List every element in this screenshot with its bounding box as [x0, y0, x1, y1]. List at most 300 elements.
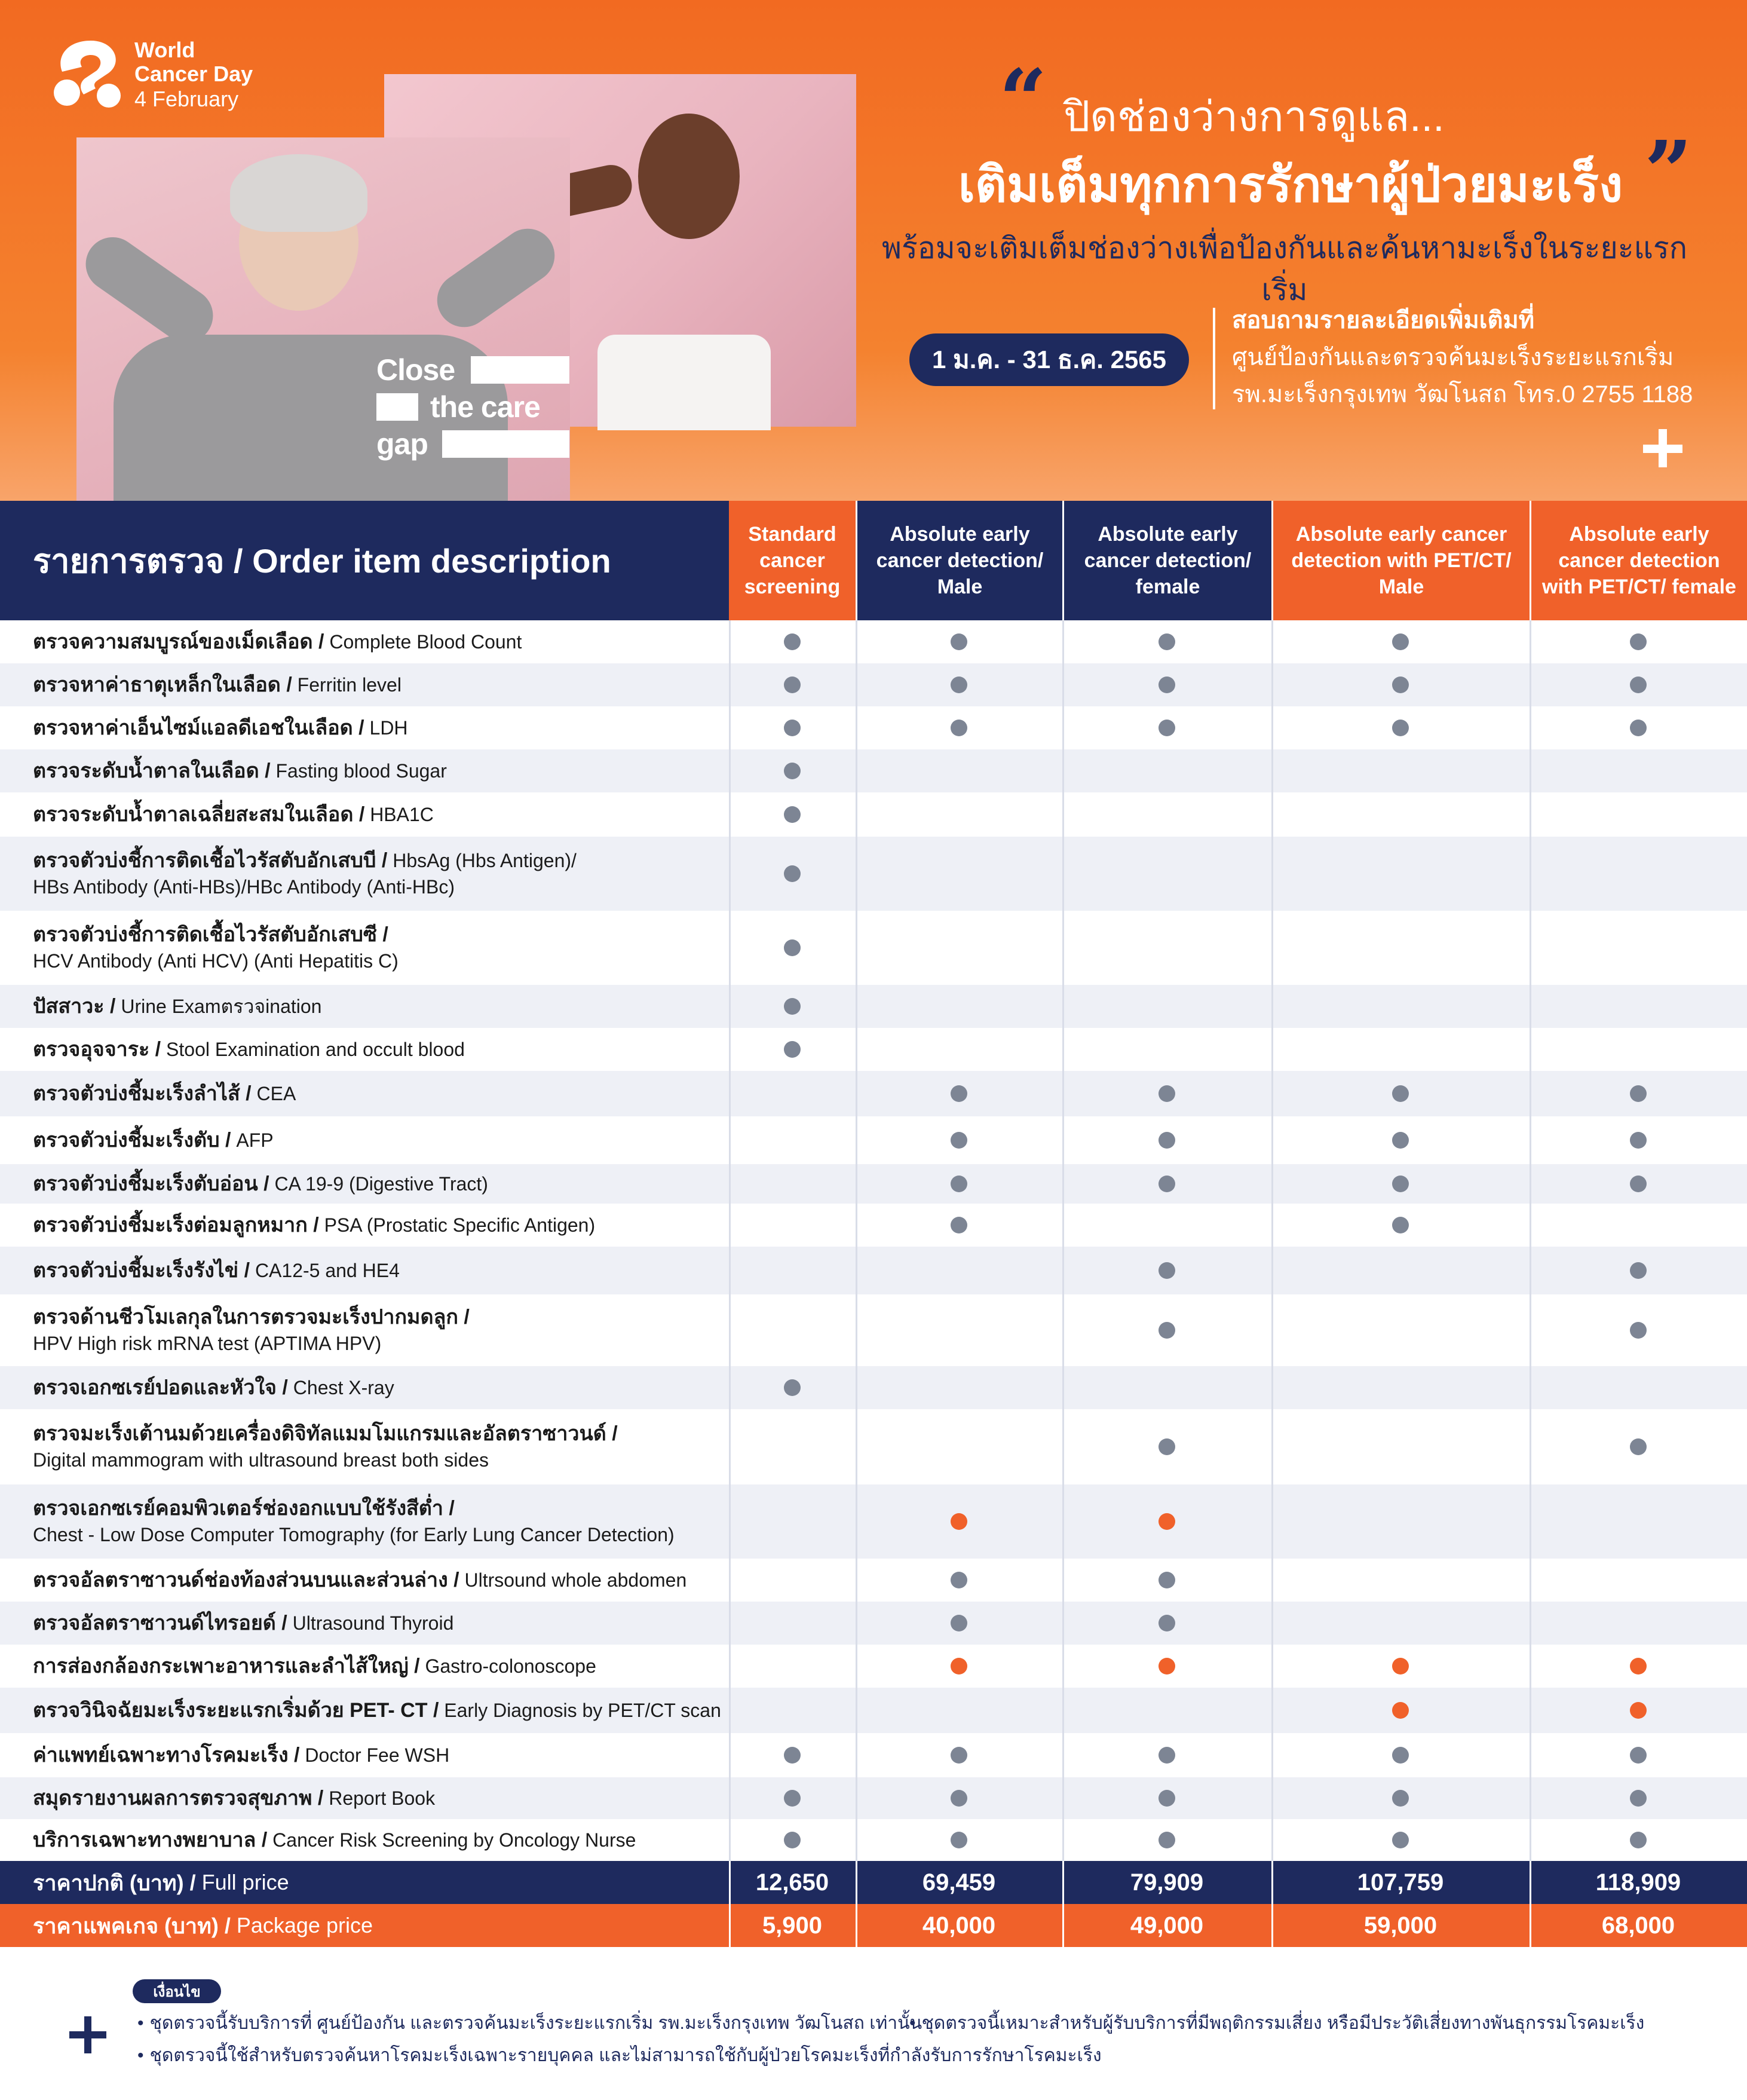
package-cell — [1062, 1366, 1271, 1409]
package-cell — [1530, 1602, 1747, 1645]
package-cell — [1530, 1819, 1747, 1861]
row-label — [33, 663, 401, 706]
package-price-value-3: 49,000 — [1130, 1912, 1204, 1939]
package-cell — [856, 1777, 1062, 1819]
package-cell — [856, 1164, 1062, 1204]
contact-center: ศูนย์ป้องกันและตรวจค้นมะเร็งระยะแรกเริ่ม — [1232, 344, 1674, 371]
included-dot-icon — [1158, 1747, 1175, 1764]
package-cell — [1271, 749, 1530, 792]
row-label — [33, 1071, 296, 1116]
row-label-thai: ค่าแพทย์เฉพาะทางโรคมะเร็ง / — [33, 1744, 300, 1767]
package-cell — [1530, 1645, 1747, 1688]
included-dot-icon — [1392, 1217, 1409, 1233]
table-row — [0, 1602, 1747, 1645]
row-label-english: Gastro-colonoscope — [419, 1655, 596, 1677]
included-dot-icon — [1158, 633, 1175, 650]
included-dot-icon — [1630, 1832, 1647, 1848]
package-cell — [1530, 749, 1747, 792]
package-cell — [729, 1247, 856, 1294]
package-cell — [1271, 1071, 1530, 1116]
table-row — [0, 706, 1747, 749]
package-cell — [856, 1204, 1062, 1247]
full-price-value-3: 79,909 — [1130, 1869, 1204, 1896]
table-row — [0, 1071, 1747, 1116]
package-cell — [1530, 792, 1747, 837]
included-dot-icon — [1392, 1832, 1409, 1848]
package-cell — [729, 1777, 856, 1819]
table-header — [0, 501, 1747, 620]
package-cell — [729, 1559, 856, 1602]
conditions-badge: เงื่อนไข — [133, 1979, 221, 2003]
slogan-line-2: the care — [430, 390, 540, 424]
row-label-english: Ultrasound Thyroid — [287, 1612, 454, 1634]
package-cell — [1530, 1688, 1747, 1733]
package-cell — [1062, 1733, 1271, 1777]
included-dot-icon — [1630, 720, 1647, 736]
included-highlight-dot-icon — [951, 1658, 967, 1675]
package-cell — [1530, 1484, 1747, 1559]
logo-line-2: Cancer Day — [134, 62, 253, 86]
row-label-thai: ตรวจเอกซเรย์ปอดและหัวใจ / — [33, 1376, 288, 1399]
package-cell — [1530, 706, 1747, 749]
package-cell — [856, 1071, 1062, 1116]
included-dot-icon — [1630, 1790, 1647, 1807]
included-dot-icon — [1392, 633, 1409, 650]
package-cell — [1062, 1777, 1271, 1819]
plus-icon — [1638, 424, 1686, 472]
row-label-english: Ultrsound whole abdomen — [459, 1569, 687, 1591]
included-dot-icon — [1158, 1790, 1175, 1807]
slogan-line-1: Close — [376, 353, 455, 387]
row-label-english-line2: HCV Antibody (Anti HCV) (Anti Hepatitis C) — [33, 950, 399, 972]
included-dot-icon — [1630, 676, 1647, 693]
included-dot-icon — [784, 763, 801, 779]
package-cell — [1271, 792, 1530, 837]
package-cell — [729, 1204, 856, 1247]
package-price-label — [33, 1904, 373, 1947]
package-cell — [729, 1688, 856, 1733]
condition-note-1: • ชุดตรวจนี้รับบริการที่ ศูนย์ป้องกัน และตรวจค้นมะเร็งระยะแรกเริ่ม รพ.มะเร็งกรุงเทพ วัฒโนสถ เท่านั้น — [137, 2012, 922, 2035]
package-cell — [1271, 1733, 1530, 1777]
package-cell — [1271, 1116, 1530, 1164]
package-cell — [729, 1164, 856, 1204]
package-comparison-table — [0, 501, 1747, 1947]
package-cell — [1530, 1733, 1747, 1777]
slogan-bar — [471, 356, 569, 384]
package-cell — [1530, 663, 1747, 706]
included-dot-icon — [1158, 1572, 1175, 1588]
logo-line-1: World — [134, 38, 195, 62]
photo-woman-head — [638, 114, 740, 239]
included-dot-icon — [784, 633, 801, 650]
included-dot-icon — [784, 720, 801, 736]
included-dot-icon — [1158, 1438, 1175, 1455]
package-cell — [729, 1602, 856, 1645]
included-dot-icon — [1158, 1322, 1175, 1339]
row-label-english: Report Book — [323, 1787, 436, 1809]
package-header-3: Absolute early cancer detection/ female — [1062, 501, 1271, 620]
package-cell — [729, 663, 856, 706]
package-cell — [729, 1733, 856, 1777]
row-label-thai: ตรวจระดับน้ำตาลเฉลี่ยสะสมในเลือด / — [33, 803, 365, 826]
row-label-thai: ตรวจตัวบ่งชี้มะเร็งรังไข่ / — [33, 1259, 250, 1282]
included-dot-icon — [1392, 1790, 1409, 1807]
row-label — [33, 706, 408, 749]
package-cell — [1271, 1559, 1530, 1602]
package-cell — [1062, 1116, 1271, 1164]
package-cell — [1530, 1116, 1747, 1164]
package-cell — [1271, 911, 1530, 985]
full-price-row — [0, 1861, 1747, 1904]
full-price-label-en: Full price — [201, 1870, 289, 1894]
package-cell — [729, 1484, 856, 1559]
row-label — [33, 1688, 721, 1733]
package-cell — [1530, 837, 1747, 911]
package-cell — [1271, 1602, 1530, 1645]
row-label-thai: ตรวจตัวบ่งชี้มะเร็งตับอ่อน / — [33, 1173, 269, 1195]
included-dot-icon — [1392, 676, 1409, 693]
included-dot-icon — [1630, 1132, 1647, 1149]
package-cell — [729, 1071, 856, 1116]
included-dot-icon — [1158, 720, 1175, 736]
included-dot-icon — [1630, 1438, 1647, 1455]
package-cell — [1530, 1071, 1747, 1116]
full-price-value-4: 107,759 — [1357, 1869, 1444, 1896]
table-row — [0, 1164, 1747, 1204]
package-price-value-1: 5,900 — [762, 1912, 823, 1939]
package-cell — [1530, 1247, 1747, 1294]
package-cell — [1062, 1645, 1271, 1688]
contact-divider — [1213, 308, 1215, 409]
table-row — [0, 1688, 1747, 1733]
plus-icon — [67, 2014, 109, 2056]
table-row — [0, 1819, 1747, 1861]
package-price-value-5: 68,000 — [1601, 1912, 1675, 1939]
package-header-4: Absolute early cancer detection with PET/CT/ Male — [1271, 501, 1530, 620]
package-cell — [1062, 1204, 1271, 1247]
included-highlight-dot-icon — [951, 1513, 967, 1530]
package-cell — [1062, 620, 1271, 663]
included-dot-icon — [951, 1790, 967, 1807]
package-cell — [856, 792, 1062, 837]
row-label-english: CEA — [251, 1083, 296, 1104]
package-cell — [729, 1819, 856, 1861]
included-highlight-dot-icon — [1630, 1658, 1647, 1675]
included-dot-icon — [951, 1747, 967, 1764]
row-label-thai: ตรวจมะเร็งเต้านมด้วยเครื่องดิจิทัลแมมโมแกรมและอัลตราซาวนด์ / — [33, 1422, 618, 1445]
package-cell — [1062, 911, 1271, 985]
package-cell — [856, 749, 1062, 792]
row-label-thai: ตรวจระดับน้ำตาลในเลือด / — [33, 760, 271, 782]
included-dot-icon — [1630, 633, 1647, 650]
included-dot-icon — [1158, 1132, 1175, 1149]
package-cell — [1530, 911, 1747, 985]
included-dot-icon — [1158, 676, 1175, 693]
table-row — [0, 1484, 1747, 1559]
table-row — [0, 911, 1747, 985]
headline-line-1: ปิดช่องว่างการดูแล... — [1063, 93, 1445, 140]
package-cell — [1530, 1294, 1747, 1366]
package-header-5: Absolute early cancer detection with PET/CT/ female — [1530, 501, 1747, 620]
package-cell — [1271, 837, 1530, 911]
row-label-english: Stool Examination and occult blood — [161, 1039, 465, 1060]
row-label-english: Early Diagnosis by PET/CT scan — [439, 1700, 721, 1721]
package-cell — [1271, 1777, 1530, 1819]
table-row — [0, 1204, 1747, 1247]
included-dot-icon — [1630, 1322, 1647, 1339]
row-label — [33, 1247, 400, 1294]
table-row — [0, 985, 1747, 1028]
package-price-value-2: 40,000 — [922, 1912, 996, 1939]
package-cell — [1530, 1204, 1747, 1247]
package-cell — [1271, 1409, 1530, 1484]
row-label-thai: ตรวจวินิจฉัยมะเร็งระยะแรกเริ่มด้วย PET- CT / — [33, 1699, 439, 1722]
package-cell — [1062, 1559, 1271, 1602]
included-dot-icon — [951, 1132, 967, 1149]
table-row — [0, 1247, 1747, 1294]
package-cell — [1271, 1366, 1530, 1409]
included-dot-icon — [1392, 1085, 1409, 1102]
headline-subtitle: พร้อมจะเติมเต็มช่องว่างเพื่อป้องกันและค้นหามะเร็งในระยะแรกเริ่ม — [881, 231, 1688, 307]
row-label — [33, 1602, 453, 1645]
package-cell — [1062, 749, 1271, 792]
row-label-english-line2: HBs Antibody (Anti-HBs)/HBc Antibody (Anti-HBc) — [33, 876, 455, 898]
row-label — [33, 1645, 596, 1688]
row-label-thai: การส่องกล้องกระเพาะอาหารและลำไส้ใหญ่ / — [33, 1655, 420, 1677]
included-dot-icon — [784, 1747, 801, 1764]
package-cell — [729, 620, 856, 663]
table-row — [0, 663, 1747, 706]
row-label-english: PSA (Prostatic Specific Antigen) — [318, 1214, 596, 1236]
row-label — [33, 1116, 274, 1164]
included-dot-icon — [951, 1085, 967, 1102]
row-label-english-line2: Digital mammogram with ultrasound breast both sides — [33, 1449, 489, 1471]
table-row — [0, 1777, 1747, 1819]
package-cell — [729, 749, 856, 792]
package-cell — [1271, 1294, 1530, 1366]
row-label — [33, 1366, 394, 1409]
package-cell — [1271, 1204, 1530, 1247]
package-cell — [1062, 837, 1271, 911]
package-cell — [1062, 1819, 1271, 1861]
package-cell — [1062, 706, 1271, 749]
included-dot-icon — [784, 865, 801, 882]
row-label — [33, 1484, 675, 1559]
table-row — [0, 1028, 1747, 1071]
row-label-english: HbsAg (Hbs Antigen)/ — [387, 850, 577, 871]
row-label-english-line2: Chest - Low Dose Computer Tomography (for Early Lung Cancer Detection) — [33, 1524, 675, 1545]
row-label — [33, 1819, 636, 1861]
included-dot-icon — [784, 806, 801, 823]
package-cell — [856, 1645, 1062, 1688]
row-label-thai: ตรวจอัลตราซาวนด์ไทรอยด์ / — [33, 1612, 287, 1634]
row-label — [33, 911, 399, 985]
headline-line-2: เติมเต็มทุกการรักษาผู้ป่วยมะเร็ง — [958, 158, 1623, 212]
package-cell — [1271, 620, 1530, 663]
included-dot-icon — [951, 676, 967, 693]
included-dot-icon — [1392, 1132, 1409, 1149]
package-cell — [1062, 1294, 1271, 1366]
row-label-english: Urine Examตรวจination — [115, 996, 322, 1017]
table-row — [0, 1366, 1747, 1409]
row-label-english-line2: HPV High risk mRNA test (APTIMA HPV) — [33, 1333, 382, 1354]
package-cell — [856, 985, 1062, 1028]
table-row — [0, 1733, 1747, 1777]
row-label — [33, 1777, 435, 1819]
description-header: รายการตรวจ / Order item description — [33, 541, 611, 580]
table-row — [0, 1409, 1747, 1484]
included-dot-icon — [1392, 720, 1409, 736]
package-cell — [1530, 1409, 1747, 1484]
package-cell — [1062, 1484, 1271, 1559]
package-cell — [1062, 1688, 1271, 1733]
row-label-thai: ตรวจเอกซเรย์คอมพิวเตอร์ช่องอกแบบใช้รังสีต่ำ / — [33, 1497, 455, 1520]
package-cell — [1530, 1559, 1747, 1602]
row-label — [33, 792, 434, 837]
row-label-thai: ตรวจด้านชีวโมเลกุลในการตรวจมะเร็งปากมดลูก / — [33, 1306, 470, 1328]
row-label — [33, 837, 577, 911]
package-cell — [729, 1645, 856, 1688]
package-header-1: Standard cancer screening — [729, 501, 856, 620]
package-cell — [729, 1409, 856, 1484]
row-label-english: Chest X-ray — [287, 1377, 394, 1398]
package-price-label-en: Package price — [236, 1913, 373, 1937]
slogan-bar — [442, 430, 569, 458]
included-dot-icon — [951, 633, 967, 650]
package-cell — [856, 1733, 1062, 1777]
package-cell — [1271, 985, 1530, 1028]
included-dot-icon — [951, 1217, 967, 1233]
row-label — [33, 1409, 618, 1484]
row-label — [33, 1733, 449, 1777]
row-label-thai: ตรวจหาค่าธาตุเหล็กในเลือด / — [33, 674, 292, 696]
quote-close-icon: ” — [1644, 123, 1693, 221]
row-label — [33, 985, 321, 1028]
package-cell — [1271, 1819, 1530, 1861]
row-label-english: Doctor Fee WSH — [299, 1744, 450, 1766]
row-label — [33, 620, 522, 663]
package-cell — [1062, 1409, 1271, 1484]
package-cell — [856, 1819, 1062, 1861]
package-cell — [856, 1602, 1062, 1645]
included-highlight-dot-icon — [1630, 1702, 1647, 1719]
row-label-thai: ปัสสาวะ / — [33, 995, 116, 1018]
condition-note-3: • ชุดตรวจนี้ใช้สำหรับตรวจค้นหาโรคมะเร็งเฉพาะรายบุคคล และไม่สามารถใช้กับผู้ป่วยโรคมะเร็งที่กำลังรับการรักษาโรคมะเร็ง — [137, 2044, 1102, 2068]
included-highlight-dot-icon — [1392, 1702, 1409, 1719]
row-label-english: Ferritin level — [292, 674, 401, 696]
included-dot-icon — [1158, 1615, 1175, 1631]
slogan-line-3: gap — [376, 427, 428, 461]
full-price-value-2: 69,459 — [922, 1869, 996, 1896]
full-price-value-1: 12,650 — [755, 1869, 829, 1896]
row-label-english: CA12-5 and HE4 — [250, 1260, 400, 1281]
included-dot-icon — [1392, 1747, 1409, 1764]
included-dot-icon — [1158, 1085, 1175, 1102]
row-label-english: CA 19-9 (Digestive Tract) — [269, 1173, 488, 1195]
package-cell — [856, 663, 1062, 706]
hero-banner — [0, 0, 1747, 501]
logo-line-3: 4 February — [134, 87, 239, 111]
slogan-bar — [376, 393, 418, 421]
package-cell — [1062, 1247, 1271, 1294]
included-dot-icon — [1158, 1262, 1175, 1279]
package-cell — [1530, 1164, 1747, 1204]
row-label — [33, 749, 447, 792]
included-highlight-dot-icon — [1392, 1658, 1409, 1675]
row-label-english: HBA1C — [364, 804, 434, 825]
full-price-label — [33, 1861, 289, 1904]
row-label-thai: ตรวจอุจจาระ / — [33, 1038, 161, 1061]
package-cell — [856, 706, 1062, 749]
row-label-thai: ตรวจความสมบูรณ์ของเม็ดเลือด / — [33, 630, 324, 653]
package-cell — [1062, 985, 1271, 1028]
row-label-thai: สมุดรายงานผลการตรวจสุขภาพ / — [33, 1787, 324, 1810]
package-cell — [1062, 663, 1271, 706]
included-dot-icon — [1630, 1262, 1647, 1279]
included-dot-icon — [951, 720, 967, 736]
package-cell — [1271, 1247, 1530, 1294]
package-cell — [1271, 1484, 1530, 1559]
table-body — [0, 620, 1747, 1861]
row-label-english: AFP — [231, 1129, 274, 1151]
row-label-thai: ตรวจตัวบ่งชี้มะเร็งต่อมลูกหมาก / — [33, 1214, 319, 1236]
included-dot-icon — [784, 939, 801, 956]
row-label-thai: ตรวจอัลตราซาวนด์ช่องท้องส่วนบนและส่วนล่าง / — [33, 1569, 459, 1591]
included-dot-icon — [1630, 1747, 1647, 1764]
included-dot-icon — [951, 1572, 967, 1588]
package-price-row — [0, 1904, 1747, 1947]
included-dot-icon — [951, 1175, 967, 1192]
table-row — [0, 837, 1747, 911]
package-cell — [729, 1366, 856, 1409]
table-row — [0, 1645, 1747, 1688]
contact-hospital-phone: รพ.มะเร็งกรุงเทพ วัฒโนสถ โทร.0 2755 1188 — [1232, 381, 1693, 408]
included-dot-icon — [1630, 1085, 1647, 1102]
package-cell — [1530, 985, 1747, 1028]
included-highlight-dot-icon — [1158, 1513, 1175, 1530]
included-dot-icon — [784, 1379, 801, 1396]
included-dot-icon — [1158, 1832, 1175, 1848]
package-cell — [856, 911, 1062, 985]
full-price-value-5: 118,909 — [1595, 1869, 1681, 1896]
row-label-english: LDH — [364, 717, 408, 739]
table-row — [0, 792, 1747, 837]
package-cell — [729, 837, 856, 911]
package-cell — [856, 1028, 1062, 1071]
package-cell — [1530, 1366, 1747, 1409]
campaign-slogan — [376, 353, 574, 460]
package-cell — [856, 1409, 1062, 1484]
package-cell — [1530, 1028, 1747, 1071]
photo-elder-hair — [230, 154, 367, 232]
package-cell — [1271, 1688, 1530, 1733]
row-label — [33, 1028, 465, 1071]
package-cell — [856, 1559, 1062, 1602]
included-dot-icon — [784, 1041, 801, 1058]
full-price-label-th: ราคาปกติ (บาท) / — [33, 1870, 196, 1895]
package-cell — [729, 1294, 856, 1366]
table-row — [0, 749, 1747, 792]
included-dot-icon — [1158, 1175, 1175, 1192]
included-dot-icon — [784, 1832, 801, 1848]
row-label-thai: ตรวจหาค่าเอ็นไซม์แอลดีเอชในเลือด / — [33, 717, 364, 739]
row-label — [33, 1294, 470, 1366]
package-cell — [729, 1116, 856, 1164]
table-row — [0, 620, 1747, 663]
row-label-thai: ตรวจตัวบ่งชี้การติดเชื้อไวรัสตับอักเสบบี / — [33, 849, 388, 872]
package-cell — [856, 1484, 1062, 1559]
conditions-footer — [0, 1966, 1747, 2100]
